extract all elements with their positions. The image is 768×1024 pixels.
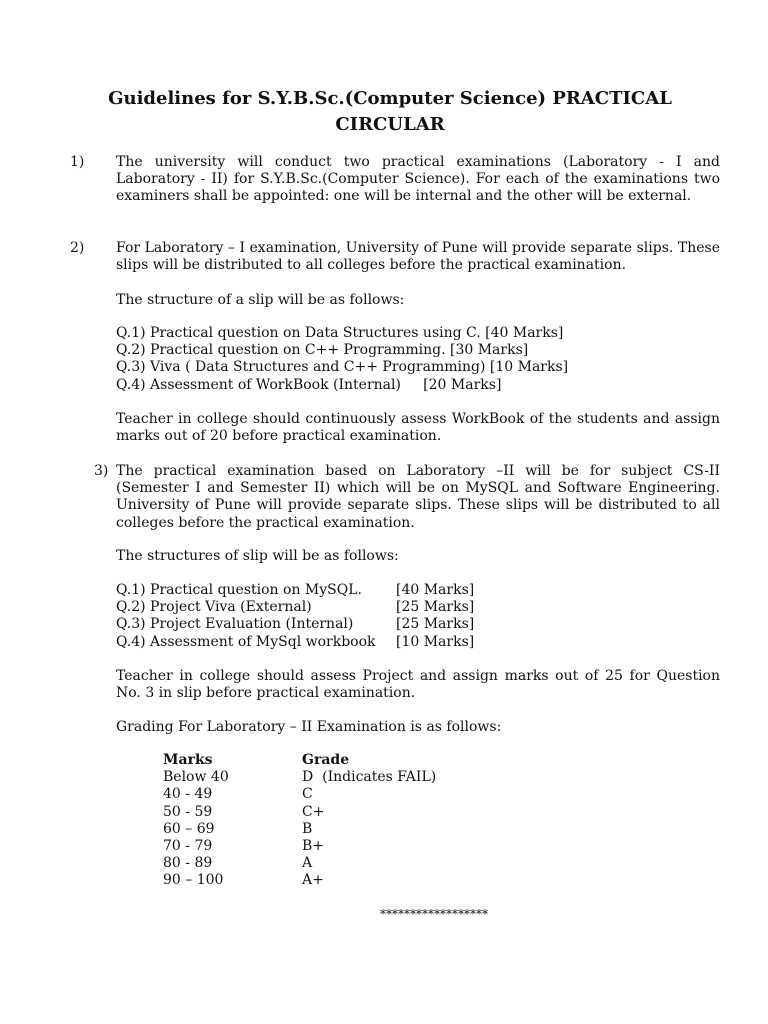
grade-cell: A bbox=[302, 855, 313, 872]
list-item: Q.1) Practical question on Data Structures using C. [40 Marks] bbox=[116, 325, 564, 341]
item-text: For Laboratory – I examination, University of Pune will provide separate slips. These slips will be distributed to all colleges before the practical examination. bbox=[116, 240, 720, 274]
question-marks: [40 Marks] bbox=[396, 582, 475, 598]
table-row bbox=[163, 786, 436, 803]
grade-cell: B+ bbox=[302, 838, 325, 855]
list-item bbox=[116, 599, 720, 616]
grading-intro: Grading For Laboratory – II Examination is as follows: bbox=[116, 719, 502, 735]
structure-intro: The structures of slip will be as follows: bbox=[116, 548, 399, 564]
marks-cell: 80 - 89 bbox=[163, 855, 213, 872]
question-text: Q.1) Practical question on MySQL. bbox=[116, 582, 362, 598]
table-row bbox=[163, 769, 436, 786]
grade-cell: C+ bbox=[302, 803, 325, 820]
item-number: 3) bbox=[94, 463, 109, 479]
item-text: The university will conduct two practical examinations (Laboratory - I and Laboratory - II) for S.Y.B.Sc.(Computer Science). For each of the examinations two examiners shall be appointed: one will be internal and the other will be external. bbox=[116, 154, 720, 205]
list-item: Q.2) Practical question on C++ Programming. [30 Marks] bbox=[116, 342, 529, 359]
question-text: Q.3) Project Evaluation (Internal) bbox=[116, 616, 354, 633]
structure-intro: The structure of a slip will be as follows: bbox=[116, 292, 405, 308]
grade-header: Grade bbox=[302, 752, 350, 768]
item-note: Teacher in college should continuously assess WorkBook of the students and assign marks out of 20 before practical examination. bbox=[116, 411, 720, 445]
item-text: The practical examination based on Laboratory –II will be for subject CS-II (Semester I and Semester II) which will be on MySQL and Software Engineering. University of Pune will provide separate slips. These slips will be distributed to all colleges before the practical examination. bbox=[116, 463, 720, 531]
question-marks: [10 Marks] bbox=[396, 633, 475, 650]
list-item: Q.4) Assessment of WorkBook (Internal) [20 Marks] bbox=[116, 376, 502, 393]
question-text: Q.4) Assessment of MySql workbook bbox=[116, 633, 376, 650]
question-text: Q.2) Project Viva (External) bbox=[116, 599, 312, 616]
question-marks: [25 Marks] bbox=[396, 599, 475, 616]
question-marks: [25 Marks] bbox=[396, 616, 475, 633]
table-row bbox=[163, 838, 436, 855]
list-item bbox=[116, 582, 720, 599]
grade-cell: D (Indicates FAIL) bbox=[302, 769, 437, 786]
table-row bbox=[163, 855, 436, 872]
marks-cell: 40 - 49 bbox=[163, 786, 213, 803]
table-row bbox=[163, 821, 436, 838]
list-item: Q.3) Viva ( Data Structures and C++ Programming) [10 Marks] bbox=[116, 359, 569, 376]
table-row bbox=[163, 872, 436, 889]
marks-cell: Below 40 bbox=[163, 769, 229, 786]
list-item bbox=[116, 634, 720, 651]
marks-cell: 90 – 100 bbox=[163, 872, 224, 889]
item-note: Teacher in college should assess Project and assign marks out of 25 for Question No. 3 in slip before practical examination. bbox=[116, 668, 720, 702]
list-item bbox=[116, 616, 720, 633]
item-number: 1) bbox=[70, 154, 85, 170]
grade-cell: A+ bbox=[302, 872, 324, 889]
grade-cell: C bbox=[302, 786, 313, 803]
document-title: Guidelines for S.Y.B.Sc.(Computer Science) PRACTICAL CIRCULAR bbox=[108, 88, 672, 135]
item-number: 2) bbox=[70, 240, 85, 256]
table-row bbox=[163, 804, 436, 821]
lab1-question-list bbox=[116, 325, 720, 394]
marks-cell: 60 – 69 bbox=[163, 820, 215, 837]
lab2-question-list bbox=[116, 582, 720, 651]
marks-cell: 70 - 79 bbox=[163, 838, 213, 855]
end-marker: ****************** bbox=[380, 907, 488, 921]
marks-cell: 50 - 59 bbox=[163, 803, 213, 820]
table-header-row bbox=[163, 752, 436, 769]
grading-table bbox=[163, 752, 436, 890]
grade-cell: B bbox=[302, 820, 313, 837]
marks-header: Marks bbox=[163, 752, 213, 768]
